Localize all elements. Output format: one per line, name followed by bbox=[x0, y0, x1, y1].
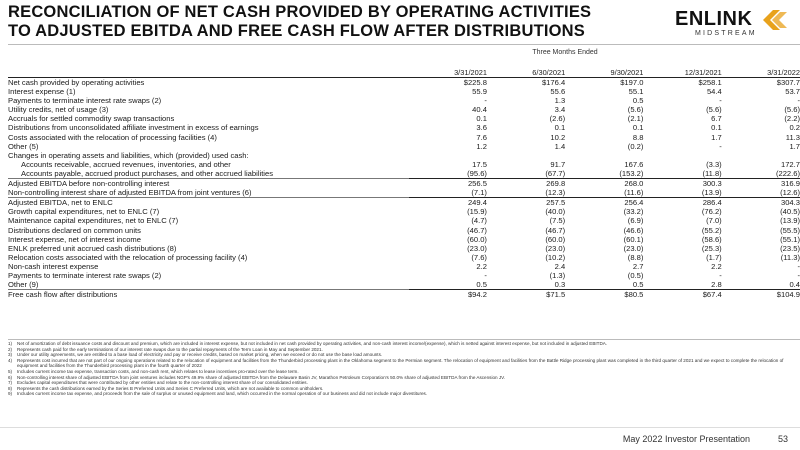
cell-value: 269.8 bbox=[487, 179, 565, 189]
cell-value: (33.2) bbox=[623, 207, 644, 217]
cell-value: 316.9 bbox=[722, 179, 800, 189]
column-header: 6/30/2021 bbox=[487, 66, 565, 78]
row-label: Adjusted EBITDA before non-controlling interest bbox=[8, 179, 409, 189]
table-row bbox=[8, 253, 800, 262]
footnote-number: 1) bbox=[8, 341, 13, 346]
footnote bbox=[8, 358, 798, 369]
cell-value: 40.4 bbox=[472, 105, 487, 115]
cell-value: 249.4 bbox=[409, 198, 487, 208]
cell-value: 55.9 bbox=[472, 87, 487, 97]
cell-value: $94.2 bbox=[409, 290, 487, 300]
footnote-number: 7) bbox=[8, 380, 13, 386]
cell-value: (23.0) bbox=[545, 243, 566, 253]
logo-text: ENLINK bbox=[675, 8, 753, 30]
slide-title-line-1: RECONCILIATION OF NET CASH PROVIDED BY OPERATING ACTIVITIES bbox=[8, 3, 592, 21]
cell-value: (2.1) bbox=[627, 114, 644, 124]
cell-value: 8.8 bbox=[632, 132, 644, 142]
footnote-number: 3) bbox=[8, 352, 13, 358]
table-row bbox=[8, 114, 800, 123]
table-row bbox=[8, 78, 800, 88]
cell-value: 7.6 bbox=[476, 132, 487, 142]
cell-value: $104.9 bbox=[722, 290, 800, 300]
footnote-text: Includes current income tax expense, transaction costs, and non-cash rent, which relates to lease incentives pro-rated over the lease term. bbox=[17, 368, 299, 374]
column-header: 3/31/2021 bbox=[409, 66, 487, 78]
footnote-number: 6) bbox=[8, 374, 13, 380]
column-header-row bbox=[8, 66, 800, 78]
cell-value: 53.7 bbox=[785, 87, 800, 97]
cell-value: $258.1 bbox=[698, 78, 722, 87]
cell-value: (7.0) bbox=[706, 216, 722, 226]
cell-value: 300.3 bbox=[643, 179, 721, 189]
cell-value: 256.4 bbox=[565, 198, 643, 208]
cell-value: (7.1) bbox=[471, 188, 487, 198]
footnote-text: Includes current income tax expense, and proceeds from the sale of surplus or unused equipment and land, which occurred in the normal operation of our business and did not include major divestitures. bbox=[17, 391, 428, 397]
table-row bbox=[8, 96, 800, 105]
row-label: Accounts payable, accrued product purchases, and other accrued liabilities bbox=[21, 168, 274, 178]
cell-value: (46.6) bbox=[623, 225, 644, 235]
enlink-arrow-logo-icon bbox=[761, 8, 791, 32]
cell-value: 2.4 bbox=[554, 261, 566, 271]
cell-value: (23.0) bbox=[623, 243, 644, 253]
cell-value: 0.1 bbox=[476, 114, 487, 124]
cell-value: 0.5 bbox=[632, 280, 644, 290]
column-header: 12/31/2021 bbox=[643, 66, 721, 78]
cell-value: (23.0) bbox=[467, 243, 487, 253]
cell-value: 2.2 bbox=[711, 261, 722, 271]
row-label: Utility credits, net of usage (3) bbox=[8, 105, 109, 115]
cell-value: (0.2) bbox=[627, 141, 644, 151]
cell-value: (60.0) bbox=[467, 234, 487, 244]
cell-value: (10.2) bbox=[545, 252, 566, 262]
row-label: Payments to terminate interest rate swaps (2) bbox=[8, 270, 162, 280]
cell-value: (15.9) bbox=[467, 207, 487, 217]
cell-value bbox=[643, 151, 721, 160]
cell-value bbox=[487, 151, 565, 160]
cell-value bbox=[565, 151, 643, 160]
cell-value: (40.0) bbox=[545, 207, 566, 217]
footnote-text: Non-controlling interest share of adjusted EBITDA from joint ventures includes NGP's 49.9% share of adjusted EBITDA from the Delaware Basin JV, Marathon Petroleum Corporation's 50.0% share of adjusted EBITDA from the Ascension JV. bbox=[17, 374, 506, 380]
row-label: Non-controlling interest share of adjusted EBITDA from joint ventures (6) bbox=[8, 188, 252, 198]
row-label: Adjusted EBITDA, net to ENLC bbox=[8, 198, 409, 208]
cell-value: (46.7) bbox=[467, 225, 487, 235]
table-row bbox=[8, 262, 800, 271]
cell-value: (153.2) bbox=[619, 168, 644, 178]
cell-value: (5.6) bbox=[706, 105, 722, 115]
cell-value: (1.3) bbox=[549, 270, 566, 280]
header-divider bbox=[8, 44, 800, 45]
cell-value: - bbox=[797, 96, 800, 106]
table-row bbox=[8, 244, 800, 253]
cell-value: 55.6 bbox=[550, 87, 566, 97]
table-row bbox=[8, 198, 800, 208]
cell-value: - bbox=[719, 270, 722, 280]
table-row bbox=[8, 123, 800, 132]
table-row bbox=[8, 169, 800, 179]
cell-value: 54.4 bbox=[706, 87, 722, 97]
row-label: Other (9) bbox=[8, 280, 39, 290]
cell-value: 2.8 bbox=[711, 280, 722, 290]
cell-value bbox=[722, 151, 800, 160]
footnotes bbox=[8, 341, 798, 397]
cell-value: - bbox=[797, 270, 800, 280]
footnote-number: 9) bbox=[8, 391, 13, 397]
table-row bbox=[8, 87, 800, 96]
cell-value: (1.7) bbox=[706, 252, 722, 262]
footnote-text: Under our utility agreements, we are entitled to a base load of electricity and pay or receive credits, based on market pricing, when we exceed or do not use the base load amounts. bbox=[17, 352, 383, 358]
row-label: Payments to terminate interest rate swaps (2) bbox=[8, 96, 162, 106]
table-row bbox=[8, 160, 800, 169]
cell-value: 1.7 bbox=[711, 132, 722, 142]
row-label: Relocation costs associated with the relocation of processing facility (4) bbox=[8, 252, 248, 262]
cell-value: (7.6) bbox=[471, 252, 487, 262]
cell-value: - bbox=[719, 96, 722, 106]
cell-value: $307.7 bbox=[776, 78, 800, 87]
row-label: Accounts receivable, accrued revenues, inventories, and other bbox=[21, 159, 231, 169]
cell-value: (58.6) bbox=[701, 234, 722, 244]
cell-value: 17.5 bbox=[472, 159, 487, 169]
cell-value: - bbox=[484, 270, 487, 280]
cell-value: (60.0) bbox=[545, 234, 566, 244]
cell-value: (12.6) bbox=[780, 188, 800, 198]
table-row bbox=[8, 290, 800, 300]
row-label: Growth capital expenditures, net to ENLC (7) bbox=[8, 207, 160, 217]
footnote bbox=[8, 391, 798, 397]
row-label: Free cash flow after distributions bbox=[8, 290, 409, 300]
cell-value: $71.5 bbox=[487, 290, 565, 300]
cell-value: (55.2) bbox=[701, 225, 722, 235]
row-label: Costs associated with the relocation of processing facilities (4) bbox=[8, 132, 217, 142]
cell-value: $176.4 bbox=[541, 78, 566, 87]
table-row bbox=[8, 226, 800, 235]
cell-value: 91.7 bbox=[550, 159, 566, 169]
table-row bbox=[8, 216, 800, 225]
cell-value: (76.2) bbox=[701, 207, 722, 217]
table-row bbox=[8, 179, 800, 189]
row-label: Changes in operating assets and liabilities, which (provided) used cash: bbox=[8, 150, 249, 160]
footnote-text: Net of amortization of debt issuance costs and discount and premium, which are included in interest expense, but not included in net cash provided by operating activities, and non-cash interest income/(expense), which is netted against interest expense, but not included in adjusted EBITDA. bbox=[17, 341, 608, 346]
cell-value: - bbox=[484, 96, 487, 106]
cell-value: 0.3 bbox=[554, 280, 566, 290]
logo-subtext: MIDSTREAM bbox=[695, 30, 757, 37]
footnote-text: Represents cash paid for the early terminations of our interest rate swaps due to the partial repayments of the Term Loan in May and September 2021. bbox=[17, 346, 323, 352]
table-row bbox=[8, 151, 800, 160]
table-row bbox=[8, 142, 800, 151]
row-label: Distributions from unconsolidated affiliate investment in excess of earnings bbox=[8, 123, 259, 133]
footer-presentation-name: May 2022 Investor Presentation bbox=[622, 434, 750, 444]
table-row bbox=[8, 280, 800, 290]
cell-value: (23.5) bbox=[780, 243, 800, 253]
cell-value: $197.0 bbox=[620, 78, 644, 87]
row-label: Distributions declared on common units bbox=[8, 225, 141, 235]
cell-value: (5.6) bbox=[784, 105, 800, 115]
cell-value: (55.1) bbox=[780, 234, 800, 244]
cell-value: - bbox=[719, 141, 722, 151]
cell-value: 0.1 bbox=[632, 123, 644, 133]
cell-value: $67.4 bbox=[643, 290, 721, 300]
cell-value: 256.5 bbox=[409, 179, 487, 189]
enlink-logo bbox=[675, 8, 793, 42]
cell-value: (222.6) bbox=[775, 168, 800, 178]
cell-value: 3.6 bbox=[476, 123, 487, 133]
cell-value: (55.5) bbox=[780, 225, 800, 235]
cell-value: (11.6) bbox=[624, 188, 644, 198]
cell-value: (0.5) bbox=[627, 270, 644, 280]
cell-value: 257.5 bbox=[487, 198, 565, 208]
cell-value: 0.2 bbox=[789, 123, 800, 133]
cell-value: 2.2 bbox=[476, 261, 487, 271]
cell-value: 6.7 bbox=[711, 114, 722, 124]
cell-value: (5.6) bbox=[627, 105, 644, 115]
slide-title bbox=[8, 3, 618, 41]
cell-value: 0.5 bbox=[632, 96, 644, 106]
row-label: ENLK preferred unit accrued cash distributions (8) bbox=[8, 243, 177, 253]
cell-value: (6.9) bbox=[627, 216, 644, 226]
cell-value: (95.6) bbox=[467, 168, 487, 178]
footnote-number: 4) bbox=[8, 357, 13, 363]
page-number: 53 bbox=[777, 434, 788, 444]
cell-value: 0.4 bbox=[789, 280, 800, 290]
row-label: Non-cash interest expense bbox=[8, 261, 99, 271]
cell-value: (7.5) bbox=[549, 216, 566, 226]
footnote-text: Excludes capital expenditures that were contributed by other entities and relate to the non-controlling interest share of our consolidated entities. bbox=[17, 380, 308, 386]
cell-value: (8.8) bbox=[627, 252, 644, 262]
cell-value: 3.4 bbox=[554, 105, 566, 115]
footnote-text: Represents cost incurred that are not part of our ongoing operations related to the relocation of equipment and facilities from the Thunderbird processing plant in the Oklahoma segment to the Permian segment. The relocation of equipment and facilities from the Battle Ridge processing plant was completed in the third quarter of 2021 and we expect to complete the relocation of equipment and facilities from the Thunderbird processing plant in the fourth quarter of 2022 bbox=[17, 357, 784, 369]
row-label: Accruals for settled commodity swap transactions bbox=[8, 114, 175, 124]
slide-title-line-2: TO ADJUSTED EBITDA AND FREE CASH FLOW AFTER DISTRIBUTIONS bbox=[8, 22, 585, 40]
row-label: Interest expense (1) bbox=[8, 87, 76, 97]
cell-value: - bbox=[797, 261, 800, 271]
cell-value: 1.4 bbox=[554, 141, 566, 151]
cell-value: (60.1) bbox=[623, 234, 644, 244]
reconciliation-table-body bbox=[8, 78, 800, 300]
cell-value: 2.7 bbox=[632, 261, 644, 271]
cell-value: 1.3 bbox=[554, 96, 566, 106]
table-row bbox=[8, 235, 800, 244]
cell-value: 11.3 bbox=[785, 132, 800, 142]
cell-value: (40.5) bbox=[780, 207, 800, 217]
cell-value: 167.6 bbox=[624, 159, 644, 169]
cell-value: (11.3) bbox=[780, 252, 800, 262]
footnote-number: 8) bbox=[8, 385, 13, 391]
table-row bbox=[8, 105, 800, 114]
cell-value: (46.7) bbox=[545, 225, 566, 235]
cell-value: (12.3) bbox=[545, 188, 566, 198]
cell-value: (25.3) bbox=[701, 243, 722, 253]
row-label: Maintenance capital expenditures, net to ENLC (7) bbox=[8, 216, 179, 226]
cell-value: 1.7 bbox=[789, 141, 800, 151]
cell-value: 1.2 bbox=[476, 141, 487, 151]
table-row bbox=[8, 271, 800, 280]
cell-value: $225.8 bbox=[463, 78, 487, 87]
cell-value: 10.2 bbox=[550, 132, 566, 142]
column-header-blank bbox=[8, 66, 409, 78]
footnote-number: 2) bbox=[8, 346, 13, 352]
footnote-divider bbox=[8, 339, 800, 340]
cell-value: (2.2) bbox=[784, 114, 800, 124]
cell-value: 0.1 bbox=[554, 123, 566, 133]
cell-value bbox=[409, 151, 487, 160]
cell-value: 55.1 bbox=[628, 87, 644, 97]
cell-value: (4.7) bbox=[471, 216, 487, 226]
cell-value: (11.8) bbox=[702, 168, 722, 178]
cell-value: 286.4 bbox=[643, 198, 721, 208]
column-header: 3/31/2022 bbox=[722, 66, 800, 78]
cell-value: (67.7) bbox=[545, 168, 566, 178]
cell-value: 268.0 bbox=[565, 179, 643, 189]
table-row bbox=[8, 207, 800, 216]
footnote-number: 5) bbox=[8, 368, 13, 374]
table-row bbox=[8, 188, 800, 198]
cell-value: 0.1 bbox=[711, 123, 722, 133]
cell-value: 172.7 bbox=[780, 159, 800, 169]
cell-value: (2.6) bbox=[549, 114, 566, 124]
row-label: Net cash provided by operating activities bbox=[8, 78, 145, 87]
footnote-text: Represents the cash distributions earned by the Series B Preferred Units and Series C Preferred Units, which are not available to common unitholders. bbox=[17, 385, 324, 391]
footer-divider bbox=[0, 427, 800, 428]
row-label: Other (5) bbox=[8, 141, 39, 151]
row-label: Interest expense, net of interest income bbox=[8, 234, 141, 244]
cell-value: (13.9) bbox=[701, 188, 722, 198]
cell-value: (13.9) bbox=[780, 216, 800, 226]
cell-value: (3.3) bbox=[706, 159, 722, 169]
column-header: 9/30/2021 bbox=[565, 66, 643, 78]
cell-value: 304.3 bbox=[722, 198, 800, 208]
period-header: Three Months Ended bbox=[532, 49, 598, 56]
cell-value: $80.5 bbox=[565, 290, 643, 300]
table-row bbox=[8, 133, 800, 142]
reconciliation-table bbox=[8, 66, 800, 299]
cell-value: 0.5 bbox=[476, 280, 487, 290]
